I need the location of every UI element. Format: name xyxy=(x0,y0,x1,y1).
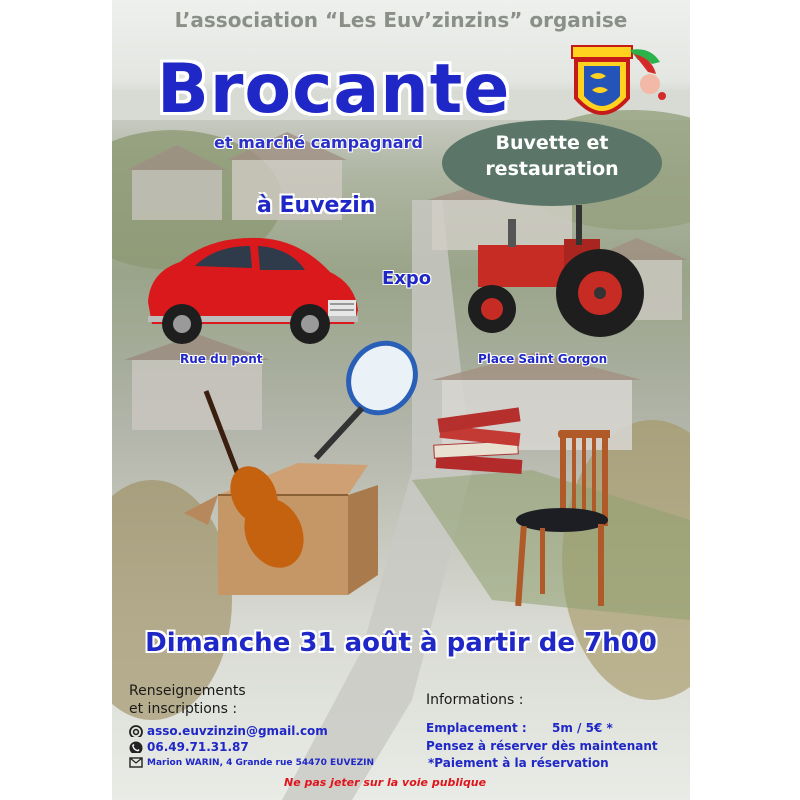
contact-phone[interactable]: 06.49.71.31.87 xyxy=(147,740,249,754)
subtitle: et marché campagnard xyxy=(214,133,423,152)
whatsapp-icon xyxy=(129,741,143,753)
violin-box-illustration xyxy=(178,385,388,615)
location-right: Place Saint Gorgon xyxy=(478,352,608,366)
footer-warning: Ne pas jeter sur la voie publique xyxy=(284,776,487,789)
info-reserve: Pensez à réserver dès maintenant xyxy=(426,739,658,753)
contact-address: Marion WARIN, 4 Grande rue 54470 EUVEZIN xyxy=(147,758,375,768)
expo-label: Expo xyxy=(382,268,432,289)
info-title: Informations : xyxy=(426,692,524,708)
main-title: Brocante xyxy=(157,50,511,129)
poster xyxy=(112,0,690,800)
chair-illustration xyxy=(510,428,610,613)
info-emplacement-label: Emplacement : xyxy=(426,721,527,735)
tractor-illustration xyxy=(448,205,648,345)
event-date: Dimanche 31 août à partir de 7h00 xyxy=(145,628,657,658)
location-left: Rue du pont xyxy=(180,352,263,366)
intro-text: L’association “Les Euv’zinzins” organise xyxy=(174,8,628,32)
contact-email[interactable]: asso.euvzinzin@gmail.com xyxy=(147,724,328,738)
mail-icon xyxy=(129,757,143,769)
info-emplacement-price: 5m / 5€ * xyxy=(552,721,613,735)
buvette-line1: Buvette et xyxy=(495,132,609,154)
location-town: à Euvezin xyxy=(257,193,376,218)
info-payment: *Paiement à la réservation xyxy=(428,756,609,770)
contact-title-line2: et inscriptions : xyxy=(129,701,238,717)
buvette-line2: restauration xyxy=(485,158,619,180)
contact-title-line1: Renseignements xyxy=(129,683,246,699)
red-car-illustration xyxy=(140,232,365,352)
at-sign-icon xyxy=(129,725,143,737)
buvette-badge xyxy=(442,120,662,206)
